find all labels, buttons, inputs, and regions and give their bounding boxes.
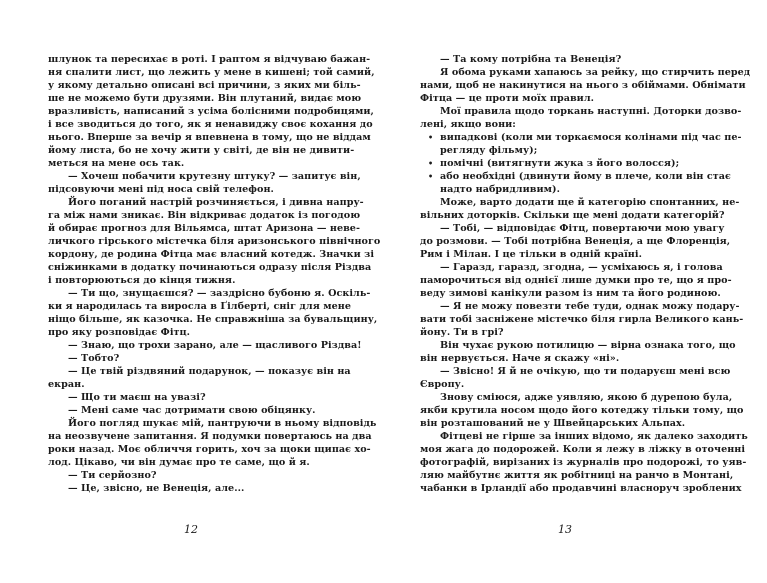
text-line: і все зводиться до того, як я ненавиджу своє кохання до <box>48 119 373 130</box>
text-line: Мої правила щодо торкань наступні. Доторки дозво- <box>440 106 742 117</box>
text-line: нами, щоб не накинутися на нього з обіймами. Обнімати <box>420 80 746 91</box>
text-line: га між нами зникає. Він відкриває додаток із погодою <box>48 210 361 221</box>
text-line: кордону, де родина Фітца має власний котедж. Значки зі <box>48 249 375 260</box>
text-line: якби крутила носом щодо його котеджу тільки тому, що <box>420 405 744 416</box>
text-line: Фітца — це проти моїх правил. <box>420 93 595 104</box>
text-line: ня спалити лист, що лежить у мене в кишені; той самий, <box>48 67 375 78</box>
text-line: личкого гірського містечка біля аризонського північного <box>48 236 381 247</box>
page-number-right: 13 <box>558 523 572 536</box>
bullet-icon: • <box>428 171 434 181</box>
text-line: йому листа, бо не хочу жити у світі, де він не дивити- <box>48 145 355 156</box>
text-line: ніщо більше, як казочка. Не справжніша за бувальщину, <box>48 314 378 325</box>
text-line: — Знаю, що трохи зарано, але — щасливого Різдва! <box>68 340 362 351</box>
text-line: — Що ти маєш на увазі? <box>68 392 206 403</box>
text-line: — Тобі, — відповідає Фітц, повертаючи мою увагу <box>440 223 725 234</box>
text-line: паморочиться від однієї лише думки про те, що я про- <box>420 275 732 286</box>
text-line: роки назад. Моє обличчя горить, хоч за щоки щипає хо- <box>48 444 371 455</box>
bullet-text: помічні (витягнути жука з його волосся); <box>440 158 680 169</box>
text-line: і повторюються до кінця тижня. <box>48 275 236 286</box>
text-line: моя жага до подорожей. Коли я лежу в ліжку в оточенні <box>420 444 746 455</box>
text-line: — Це твій різдвяний подарунок, — показує він на <box>68 366 351 377</box>
bullet-text: або необхідні (двинути йому в плече, коли він стає <box>440 171 731 182</box>
text-line: — Хочеш побачити крутезну штуку? — запитує він, <box>68 171 361 182</box>
text-line: ляю майбутнє життя як робітниці на ранчо в Монтані, <box>420 470 734 481</box>
text-line: екран. <box>48 379 85 390</box>
text-line: він розташований не у Швейцарських Альпах. <box>420 418 686 429</box>
text-line: Рим і Мілан. І це тільки в одній країні. <box>420 249 642 260</box>
text-line: до розмови. — Тобі потрібна Венеція, а ще Флоренція, <box>420 236 731 247</box>
text-line: й обирає прогноз для Вільямса, штат Аризона — неве- <box>48 223 360 234</box>
right-page <box>384 0 767 583</box>
text-line: — Гаразд, гаразд, згодна, — усміхаюсь я, і голова <box>440 262 723 273</box>
text-line: він нервується. Наче я скажу «ні». <box>420 353 620 364</box>
page-number-left: 12 <box>184 523 198 536</box>
right-page-text <box>420 53 751 495</box>
bullet-icon: • <box>428 158 434 168</box>
text-line: Знову сміюся, адже уявляю, якою б дурепою була, <box>440 392 733 403</box>
text-line: нього. Вперше за вечір я впевнена в тому, що не віддам <box>48 132 371 143</box>
text-line: вати тобі засніжене містечко біля гирла Великого кань- <box>420 314 744 325</box>
text-line: шлунок та пересихає в роті. І раптом я відчуваю бажан- <box>48 54 371 65</box>
text-line: надто набридливим). <box>440 184 560 195</box>
text-line: веду зимові канікули разом із ним та його родиною. <box>420 288 721 299</box>
text-line: Може, варто додати ще й категорію спонтанних, не- <box>440 197 740 208</box>
text-line: — Це, звісно, не Венеція, але... <box>68 483 245 494</box>
text-line: вразливість, написаний з усіма болісними подробицями, <box>48 106 374 117</box>
text-line: Фітцеві не гірше за інших відомо, як далеко заходить <box>440 431 748 442</box>
text-line: — Тобто? <box>68 353 120 364</box>
text-line: меться на мене ось так. <box>48 158 185 169</box>
text-line: Я обома руками хапаюсь за рейку, що стирчить перед <box>440 67 751 78</box>
text-line: чабанки в Ірландії або продавчині власноруч зроблених <box>420 483 742 494</box>
text-line: вільних доторків. Скільки ще мені додати категорій? <box>420 210 725 221</box>
text-line: — Мені саме час дотримати свою обіцянку. <box>68 405 316 416</box>
text-line: лені, якщо вони: <box>420 119 516 130</box>
text-line: Його поганий настрій розчиняється, і дивна напру- <box>68 197 364 208</box>
text-line: йону. Ти в грі? <box>420 327 504 338</box>
bullet-list-item <box>420 170 731 183</box>
text-line: — Звісно! Я й не очікую, що ти подаруєш мені всю <box>440 366 731 377</box>
text-line: лод. Цікаво, чи він думає про те саме, що й я. <box>48 457 310 468</box>
bullet-list-item <box>420 131 742 144</box>
bullet-text: випадкові (коли ми торкаємося колінами під час пе- <box>440 132 742 143</box>
text-line: фотографій, вирізаних із журналів про подорожі, то уяв- <box>420 457 747 468</box>
text-line: ки я народилась та виросла в Ґілберті, сніг для мене <box>48 301 351 312</box>
bullet-list-item <box>420 157 709 170</box>
text-line: Він чухає рукою потилицю — вірна ознака того, що <box>440 340 736 351</box>
text-line: у якому детально описані всі причини, з яких ми біль- <box>48 80 361 91</box>
text-line: Його погляд шукає мій, пантруючи в ньому відповідь <box>68 418 377 429</box>
text-line: Європу. <box>420 379 465 390</box>
text-line: регляду фільму); <box>440 145 538 156</box>
text-line: сніжинками в додатку починаються одразу після Різдва <box>48 262 372 273</box>
text-line: ше не можемо бути друзями. Він плутаний, видає мою <box>48 93 362 104</box>
text-line: підсовуючи мені під носа свій телефон. <box>48 184 274 195</box>
text-line: — Ти серйозно? <box>68 470 157 481</box>
text-line: на неозвучене запитання. Я подумки повертаюсь на два <box>48 431 372 442</box>
text-line: — Ти що, знущаєшся? — заздрісно бубоню я. Оскіль- <box>68 288 371 299</box>
left-page-text <box>48 53 381 495</box>
text-line: про яку розповідає Фітц. <box>48 327 191 338</box>
text-line: — Я не можу повезти тебе туди, однак можу подару- <box>440 301 740 312</box>
bullet-icon: • <box>428 132 434 142</box>
text-line: — Та кому потрібна та Венеція? <box>440 54 622 65</box>
